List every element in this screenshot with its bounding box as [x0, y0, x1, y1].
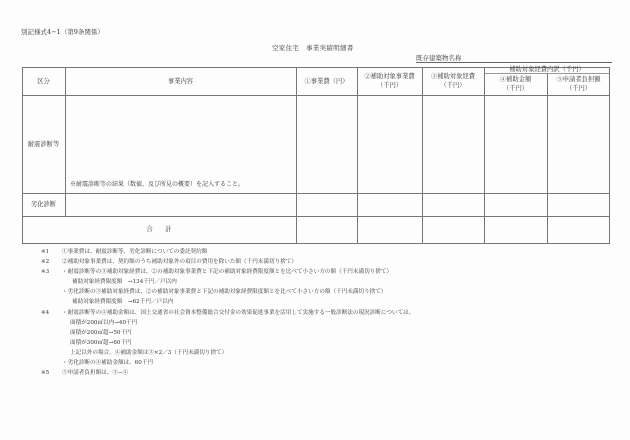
header-col3-line1: ③補助対象経費	[430, 73, 476, 80]
col-divider-5	[484, 67, 485, 244]
table-right-border	[609, 67, 610, 244]
row1-bottom-border	[22, 193, 610, 194]
note-text: 補助対象経費限度額 →62千円／戸以内	[72, 299, 174, 305]
row-category-deterioration: 劣化診断	[30, 201, 57, 208]
col-divider-1	[65, 67, 66, 217]
note-text: ・耐震診断等の③補助対象経費は、②の補助対象事業費と下記の補助対象経費限度額とを比べて小さい方の額（千円未満切り捨て）	[62, 269, 393, 275]
col-divider-2	[296, 67, 297, 244]
note-mark: ※4	[41, 310, 50, 316]
note-text: 面積が300㎡超→60千円	[70, 340, 132, 346]
row-content-seismic-note: ※耐震診断等の結果（数値、及び所見の概要）を記入すること。	[70, 181, 245, 188]
table-bottom-border	[22, 243, 610, 244]
header-col5-line2: （千円）	[565, 85, 592, 92]
note-text: ①事業費は、耐震診断等、劣化診断についての委託契約額	[62, 249, 208, 255]
header-col1: ①事業費（円）	[304, 78, 349, 85]
note-text: ・耐震診断等の④補助金額は、国土交通省の社会資本整備総合交付金の効果促進事業を活用して実施する一般診断法の現況診断については、	[62, 310, 415, 316]
row-category-seismic: 耐震診断等	[27, 141, 60, 148]
header-col3-line2: （千円）	[440, 82, 466, 89]
col-divider-3	[357, 67, 358, 244]
header-bottom-border	[22, 95, 610, 96]
note-text: ⑤申請者負担額は、③−④	[62, 370, 129, 376]
note-mark: ※5	[41, 370, 50, 376]
note-text: ・劣化診断の④補助金額は、60千円	[62, 360, 154, 366]
col-divider-6	[547, 73, 548, 244]
note-mark: ※3	[41, 269, 50, 275]
note-mark: ※1	[41, 249, 50, 255]
note-mark: ※2	[41, 259, 50, 265]
note-text: 面積が200㎡超→50千円	[70, 330, 132, 336]
total-label: 合 計	[146, 226, 172, 233]
row2-bottom-border	[22, 216, 610, 217]
header-category: 区分	[37, 78, 50, 85]
form-number: 別記様式4−1（第9条関係）	[21, 28, 104, 36]
building-name-field[interactable]	[416, 53, 612, 63]
header-col5-line1: ⑤申請者負担額	[556, 76, 601, 83]
note-text: ・劣化診断の③補助対象経費は、②の補助対象事業費と下記の補助対象経費限度額とを比べて小さい方の額（千円未満切り捨て）	[62, 289, 387, 295]
page-title: 空家住宅 事業実績明細書	[272, 44, 354, 52]
header-group: 補助対象経費内訳（千円）	[509, 66, 585, 73]
header-col2-line1: ②補助対象事業費	[364, 73, 415, 80]
note-text: ②補助対象事業費は、契約額のうち補助対象外の項目の費用を除いた額（千円未満切り捨て）	[62, 259, 297, 265]
col-divider-4	[422, 67, 423, 244]
header-col4-line1: ④補助金額	[499, 76, 532, 83]
note-text: 上記以外の場合、④補助金額は③×2／3（千円未満切り捨て）	[70, 350, 228, 356]
note-text: 補助対象経費限度額 →134千円／戸以内	[72, 279, 177, 285]
header-content: 事業内容	[167, 78, 194, 85]
header-col4-line2: （千円）	[502, 85, 529, 92]
note-text: 面積が200㎡以内→40千円	[70, 320, 138, 326]
building-name-label: 既存建築物名称	[416, 54, 462, 62]
header-col2-line2: （千円）	[376, 82, 403, 89]
table-left-border	[22, 67, 23, 244]
